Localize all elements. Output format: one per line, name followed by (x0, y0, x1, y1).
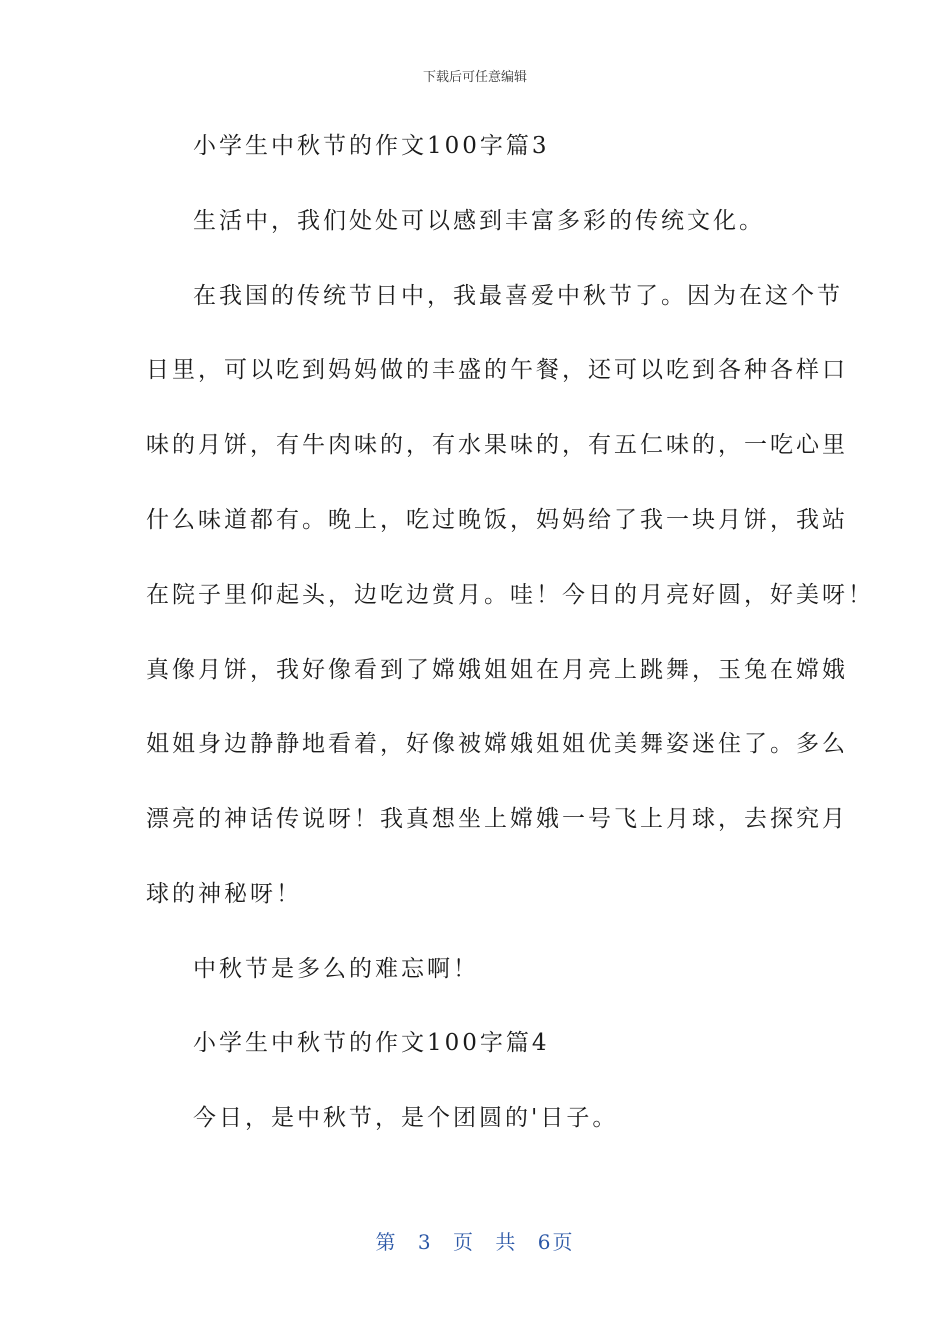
footer-ye: 页 (453, 1230, 475, 1254)
paragraph-line: 真像月饼，我好像看到了嫦娥姐姐在月亮上跳舞，玉兔在嫦娥 (146, 657, 848, 683)
paragraph-line: 漂亮的神话传说呀！我真想坐上嫦娥一号飞上月球，去探究月 (146, 806, 848, 832)
paragraph-line: 球的神秘呀！ (146, 881, 302, 907)
paragraph-line: 在我国的传统节日中，我最喜爱中秋节了。因为在这个节 (193, 283, 843, 309)
paragraph-line: 生活中，我们处处可以感到丰富多彩的传统文化。 (193, 208, 765, 234)
section-heading: 小学生中秋节的作文100字篇4 (193, 1030, 550, 1056)
footer-page-number: 3 (417, 1230, 433, 1254)
paragraph-line: 什么味道都有。晚上，吃过晚饭，妈妈给了我一块月饼，我站 (146, 507, 848, 533)
paragraph-line: 中秋节是多么的难忘啊！ (193, 956, 479, 982)
paragraph-line: 味的月饼，有牛肉味的，有水果味的，有五仁味的，一吃心里 (146, 432, 848, 458)
paragraph-line: 姐姐身边静静地看着，好像被嫦娥姐姐优美舞姿迷住了。多么 (146, 731, 848, 757)
paragraph-line: 日里，可以吃到妈妈做的丰盛的午餐，还可以吃到各种各样口 (146, 357, 848, 383)
footer-total-pages: 6页 (537, 1230, 575, 1254)
page-header-note: 下载后可任意编辑 (422, 70, 527, 85)
paragraph-line: 在院子里仰起头，边吃边赏月。哇！今日的月亮好圆，好美呀！ (146, 582, 874, 608)
paragraph-line: 今日，是中秋节，是个团圆的'日子。 (193, 1105, 619, 1131)
footer-gong: 共 (495, 1230, 518, 1254)
footer-di: 第 (375, 1230, 398, 1254)
section-heading: 小学生中秋节的作文100字篇3 (193, 133, 550, 159)
page-footer (0, 1226, 950, 1255)
